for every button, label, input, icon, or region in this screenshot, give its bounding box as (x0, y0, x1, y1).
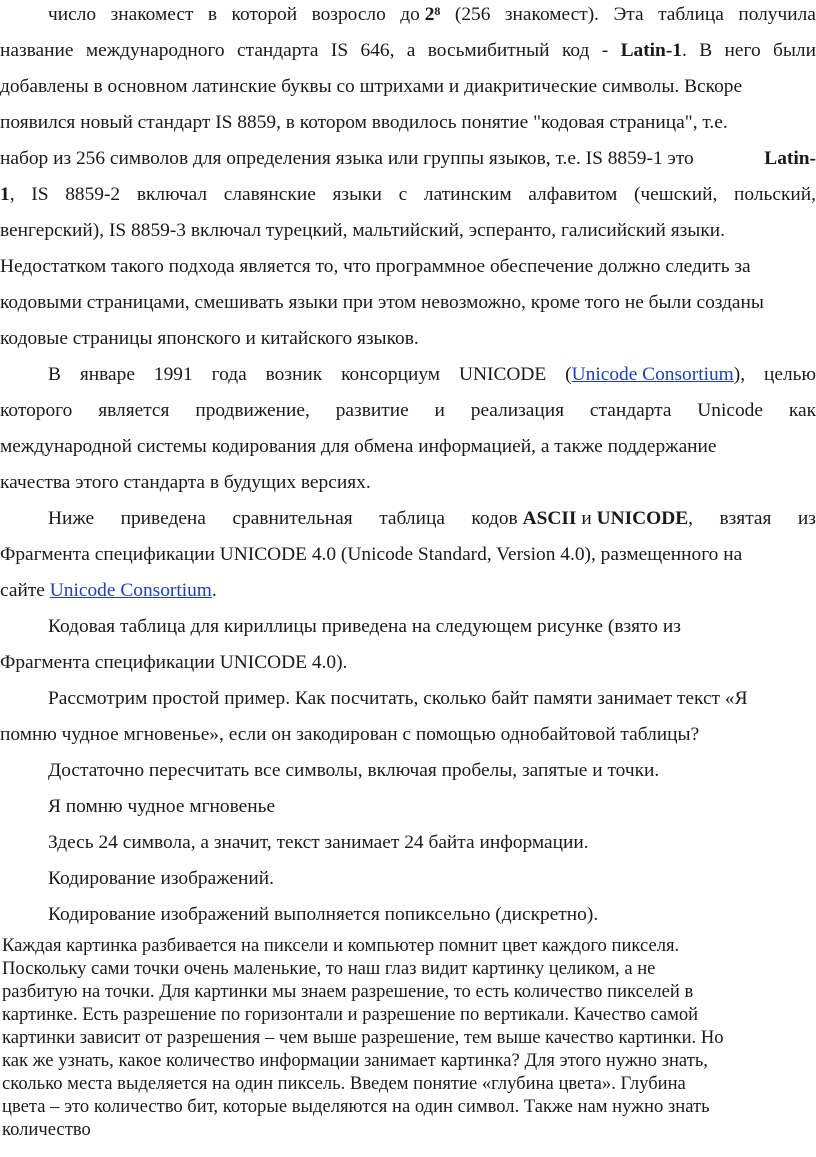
text: число (48, 4, 97, 25)
text: которого (0, 400, 73, 421)
text: таблица (658, 4, 724, 25)
text: международного (85, 40, 225, 61)
paragraph-1-line-6 (0, 180, 816, 210)
text: сравнительная (232, 508, 353, 529)
power-exponent: 8 (434, 4, 441, 18)
text: Ниже (48, 508, 95, 529)
text: восьмибитный (427, 40, 550, 61)
text: славянские (223, 184, 316, 205)
text: В (48, 364, 61, 385)
text: 1991 (153, 364, 193, 385)
text: В (699, 40, 713, 61)
codes-phrase: кодов ASCII и UNICODE, (471, 508, 693, 529)
paragraph-11-line-8: цвета – это количество бит, которые выделяются на один символ. Также нам нужно знать (2, 1096, 710, 1117)
text: знакомест (110, 4, 194, 25)
text: код (561, 40, 590, 61)
text: . (682, 40, 687, 61)
unicode-term: UNICODE (596, 508, 689, 529)
text: латинским (423, 184, 512, 205)
paragraph-11-line-5: картинки зависит от разрешения – чем выше разрешение, тем выше качество картинки. Но (2, 1027, 724, 1048)
text: продвижение, (195, 400, 310, 421)
text: возник (265, 364, 323, 385)
paragraph-11-line-4: картинке. Есть разрешение по горизонтали и разрешение по вертикали. Качество самой (2, 1004, 699, 1025)
text: реализация (470, 400, 565, 421)
consortium-reference: (Unicode Consortium), (565, 364, 746, 385)
text: в (207, 4, 218, 25)
paragraph-1-line-7: венгерский), IS 8859-3 включал турецкий, мальтийский, эсперанто, галисийский языки. (0, 220, 725, 241)
text: были (773, 40, 816, 61)
text: - (601, 40, 609, 61)
paragraph-1-line-10: кодовые страницы японского и китайского языков. (0, 328, 419, 349)
paragraph-11-line-1: Каждая картинка разбивается на пиксели и компьютер помнит цвет каждого пикселя. (2, 935, 680, 956)
text: которой (231, 4, 298, 25)
paragraph-3-line-1 (0, 504, 816, 534)
paragraph-11-line-7: сколько места выделяется на один пиксель. Введем понятие «глубина цвета». Глубина (2, 1073, 686, 1094)
text: из (797, 508, 816, 529)
text: таблица (379, 508, 445, 529)
text: алфавитом (528, 184, 618, 205)
text: . (211, 580, 217, 601)
text: IS (31, 184, 49, 205)
text: стандарта (237, 40, 319, 61)
text: стандарта (589, 400, 672, 421)
text: ), (733, 364, 746, 385)
paragraph-11-line-2: Поскольку сами точки очень маленькие, то наш глаз видит картинку целиком, а не (2, 958, 656, 979)
paragraph-11-line-9: количество (2, 1119, 91, 1140)
text: приведена (120, 508, 206, 529)
text: Latin-1 (620, 40, 682, 61)
paragraph-2-line-2 (0, 396, 816, 426)
paragraph-11-line-3: разбитую на точки. Для картинки мы знаем разрешение, то есть количество пикселей в (2, 981, 694, 1002)
text: набор из 256 символов для определения языка или группы языков, т.е. IS 8859-1 это (0, 148, 694, 169)
paragraph-6: Достаточно пересчитать все символы, включая пробелы, запятые и точки. (48, 760, 660, 781)
text: название (0, 40, 74, 61)
paragraph-1-line-5 (0, 144, 816, 174)
unicode-consortium-link[interactable]: Unicode Consortium (571, 364, 734, 385)
text: (чешский, (633, 184, 718, 205)
paragraph-8: Здесь 24 символа, а значит, текст занимает 24 байта информации. (48, 832, 589, 853)
text: 1 (0, 184, 10, 205)
text: с (398, 184, 408, 205)
text: возросло (311, 4, 386, 25)
paragraph-3-line-3 (0, 576, 816, 606)
paragraph-1-line-4: появился новый стандарт IS 8859, в котором вводилось понятие "кодовая страница", т.е. (0, 112, 728, 133)
text: него (724, 40, 761, 61)
paragraph-1-line-9: кодовыми страницами, смешивать языки при этом невозможно, кроме того не были созданы (0, 292, 764, 313)
text: 8859-2 (65, 184, 121, 205)
text: консорциум (341, 364, 441, 385)
text: как (788, 400, 816, 421)
text: кодов (471, 508, 518, 529)
text: и (581, 508, 592, 529)
section-heading-image-coding: Кодирование изображений. (48, 868, 274, 889)
paragraph-2-line-3: международной системы кодирования для обмена информацией, а также поддержание (0, 436, 717, 457)
unicode-consortium-link[interactable]: Unicode Consortium (49, 580, 212, 601)
ascii-term: ASCII (522, 508, 577, 529)
text: IS (330, 40, 349, 61)
text: языки (332, 184, 382, 205)
text: развитие (335, 400, 409, 421)
paragraph-3-line-2: Фрагмента спецификации UNICODE 4.0 (Unicode Standard, Version 4.0), размещенного на (0, 544, 743, 565)
text: является (98, 400, 170, 421)
text: и (434, 400, 445, 421)
paragraph-5-line-1: Рассмотрим простой пример. Как посчитать, сколько байт памяти занимает текст «Я (48, 688, 748, 709)
power-expression (400, 0, 440, 30)
latin1-term: Latin- (764, 148, 816, 169)
text: включал (136, 184, 208, 205)
paragraph-2-line-1 (0, 360, 816, 390)
text: до (400, 4, 420, 25)
text: UNICODE (459, 364, 547, 385)
paragraph-4-line-2: Фрагмента спецификации UNICODE 4.0). (0, 652, 348, 673)
text: Эта (613, 4, 644, 25)
paragraph-1-line-1 (0, 0, 816, 30)
paragraph-1-line-3: добавлены в основном латинские буквы со штрихами и диакритические символы. Вскоре (0, 76, 743, 97)
text: январе (79, 364, 135, 385)
text: сайте (0, 580, 45, 601)
paragraph-10: Кодирование изображений выполняется попиксельно (дискретно). (48, 904, 599, 925)
paragraph-11-line-6: как же узнать, какое количество информации занимает картинка? Для этого нужно знать, (2, 1050, 708, 1071)
text: взятая (719, 508, 772, 529)
latin1-term (621, 36, 687, 66)
text: польский, (734, 184, 816, 205)
latin1-term: 1, (0, 184, 15, 205)
paragraph-5-line-2: помню чудное мгновенье», если он закодирован с помощью однобайтовой таблицы? (0, 724, 700, 745)
example-phrase: Я помню чудное мгновенье (48, 796, 276, 817)
text: года (211, 364, 247, 385)
text: а (406, 40, 416, 61)
text: Unicode (697, 400, 763, 421)
text: получила (738, 4, 816, 25)
text: 646, (360, 40, 395, 61)
paragraph-2-line-4: качества этого стандарта в будущих версиях. (0, 472, 371, 493)
paragraph-1-line-8: Недостатком такого подхода является то, что программное обеспечение должно следить за (0, 256, 751, 277)
text: целью (764, 364, 816, 385)
paragraph-1-line-2 (0, 36, 816, 66)
paragraph-4-line-1: Кодовая таблица для кириллицы приведена на следующем рисунке (взято из (48, 616, 681, 637)
text: знакомест). (504, 4, 600, 25)
text: (256 (454, 4, 491, 25)
power-base: 2 (424, 4, 435, 25)
